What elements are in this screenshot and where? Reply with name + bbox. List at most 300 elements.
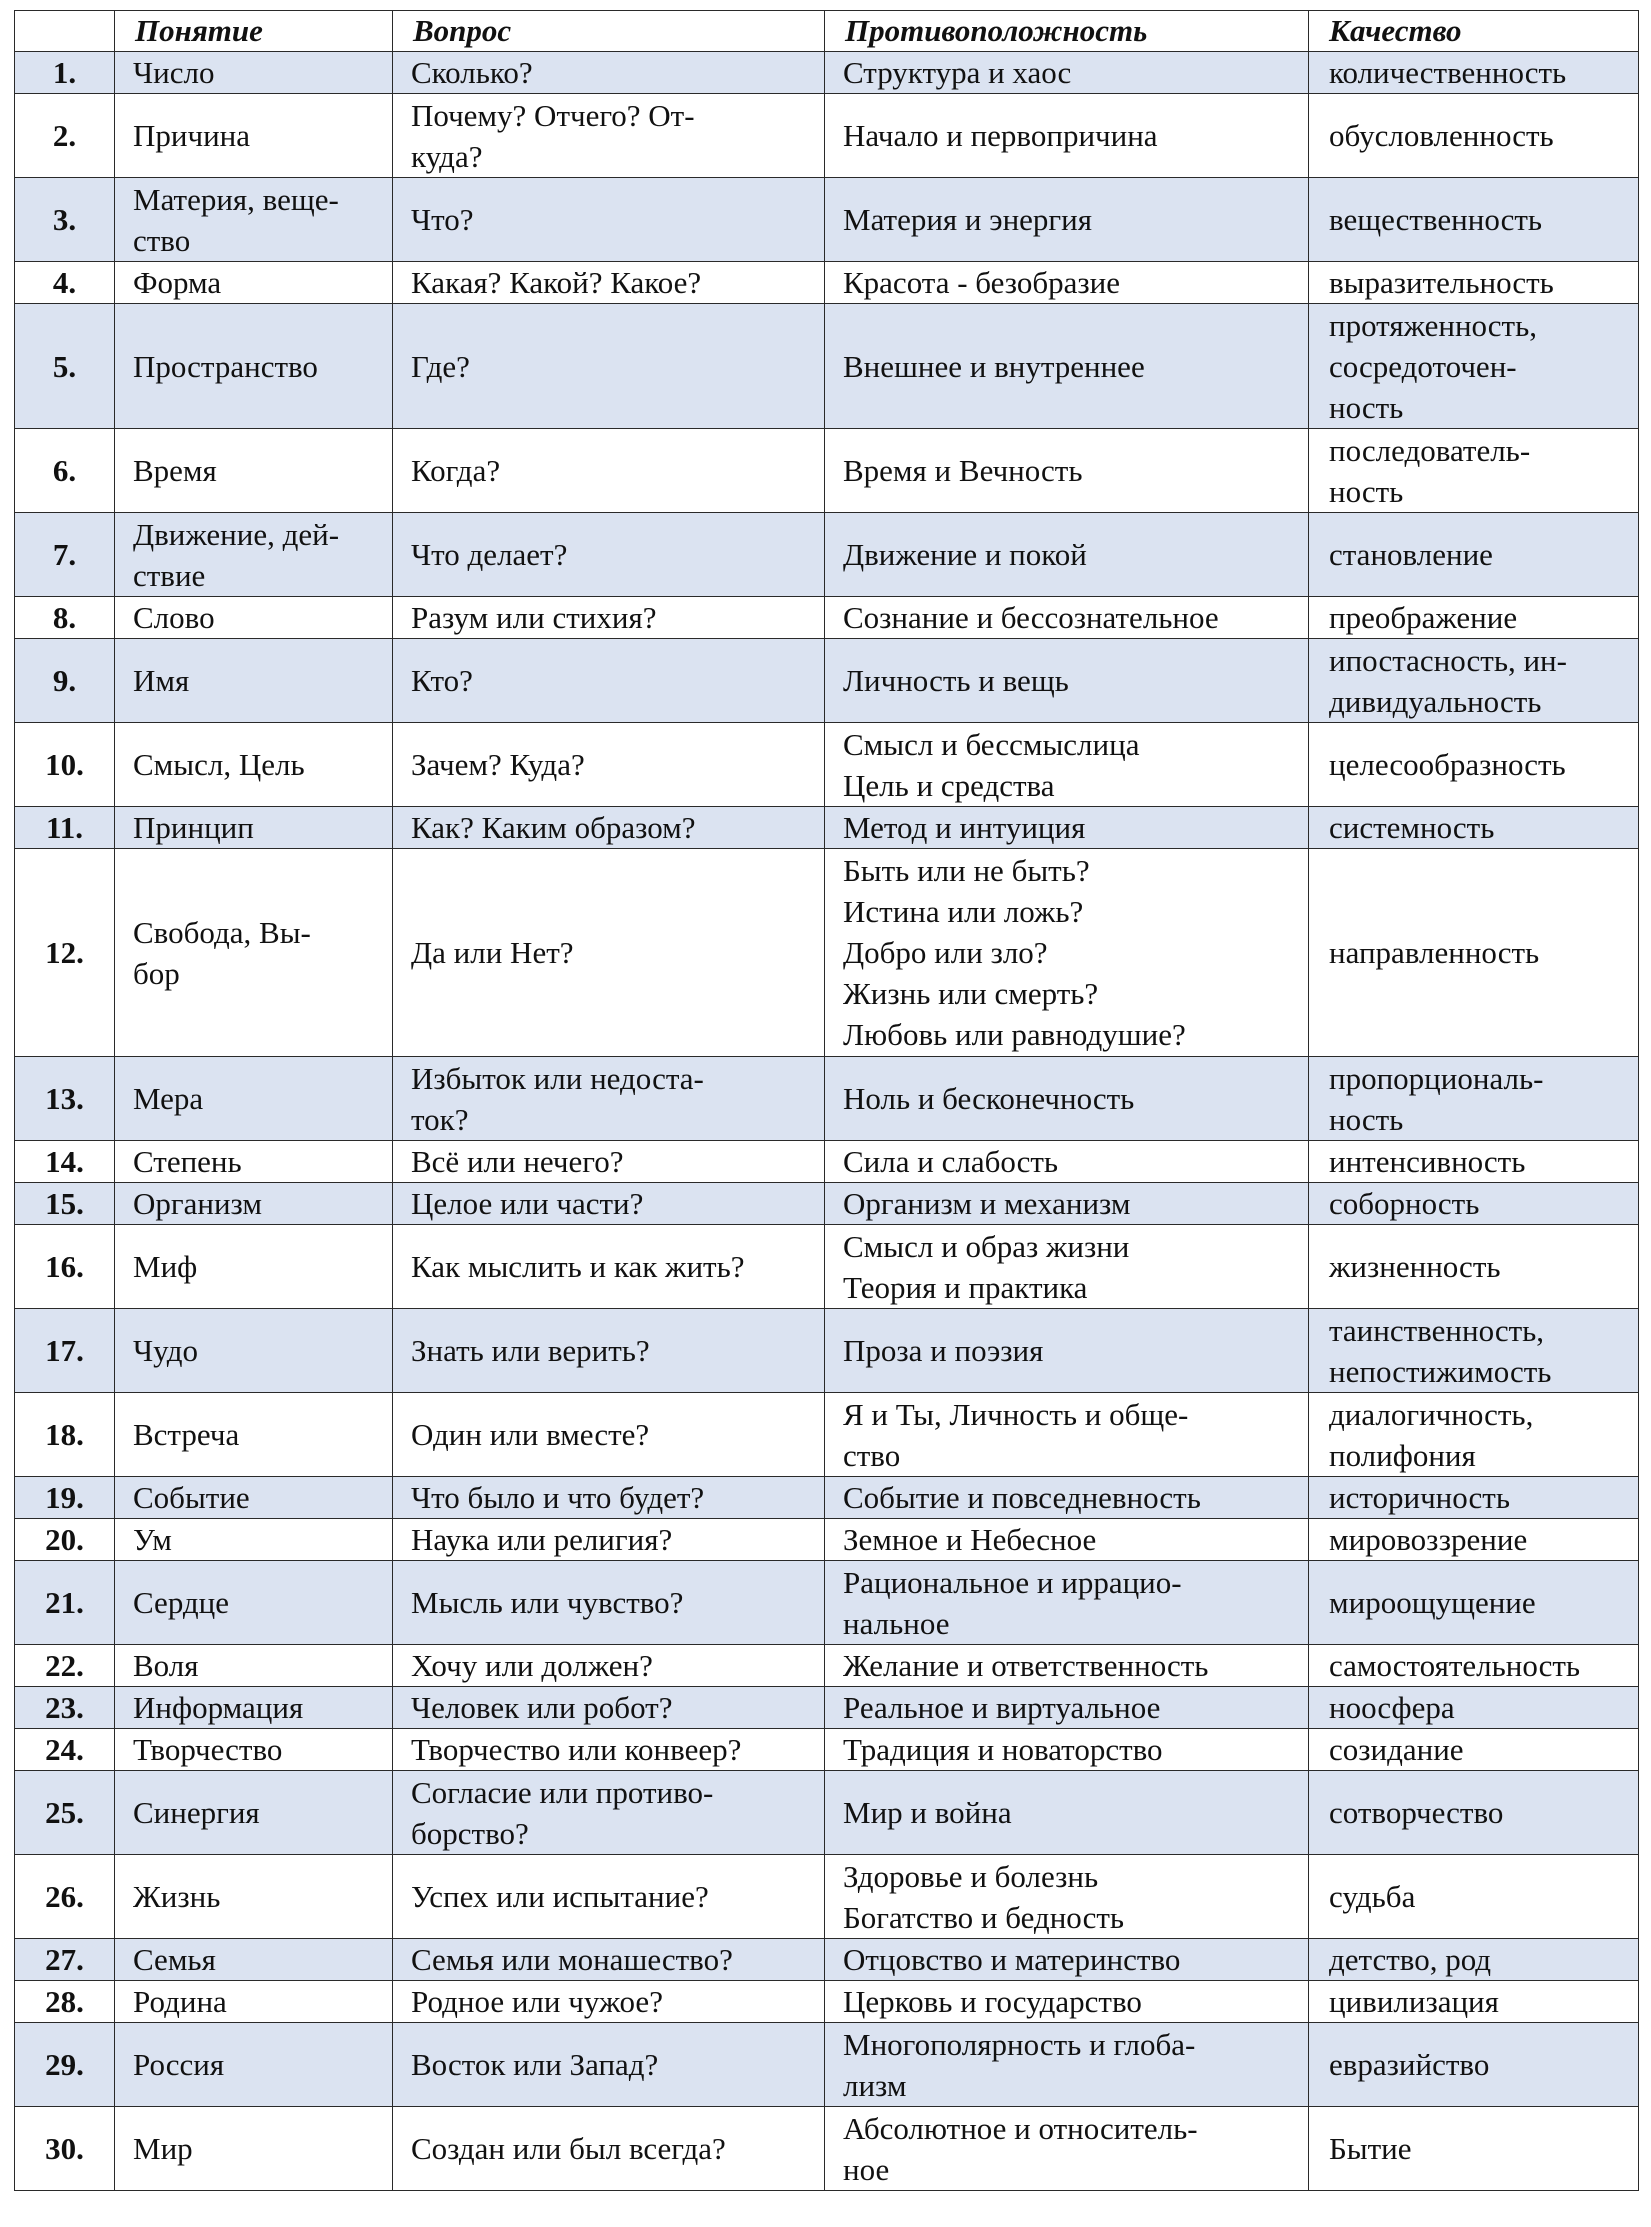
opposite-cell [825,1141,1309,1183]
concept-cell [115,2107,393,2191]
row-number: 14. [15,1141,115,1183]
concept-cell [115,807,393,849]
opposite-cell [825,2107,1309,2191]
cell-line: ность [1329,473,1404,509]
cell-line: Пространство [133,348,318,384]
cell-line: Организм [133,1186,262,1221]
quality-cell [1309,1561,1639,1645]
question-cell [393,597,825,639]
opposite-cell [825,1183,1309,1225]
cell-line: преображение [1329,600,1518,635]
cell-line: Многополярность и глоба- [843,2026,1196,2062]
row-number: 26. [15,1855,115,1939]
quality-cell [1309,1477,1639,1519]
cell-line: Быть или не быть? [843,853,1090,888]
cell-line: Сердце [133,1585,230,1620]
row-number: 24. [15,1729,115,1771]
cell-line: Событие и повседневность [843,1480,1201,1515]
row-number: 8. [15,597,115,639]
cell-line: Как мыслить и как жить? [411,1249,745,1284]
cell-line: Причина [133,118,251,153]
table-row [15,2107,1639,2191]
cell-line: ипостасность, ин- [1329,642,1567,678]
table-row [15,723,1639,807]
header-opposite: Противоположность [825,11,1309,52]
cell-line: становление [1329,537,1493,572]
row-number: 22. [15,1645,115,1687]
cell-line: Проза и поэзия [843,1333,1044,1368]
question-cell [393,1309,825,1393]
quality-cell [1309,1645,1639,1687]
cell-line: количественность [1329,55,1567,90]
cell-line: Здоровье и болезнь [843,1858,1099,1894]
quality-cell [1309,1183,1639,1225]
concept-cell [115,178,393,262]
question-cell [393,1519,825,1561]
concept-cell [115,1771,393,1855]
question-cell [393,639,825,723]
quality-cell [1309,1729,1639,1771]
opposite-cell [825,1729,1309,1771]
table-row [15,1645,1639,1687]
cell-line: Материя и энергия [843,202,1092,237]
question-cell [393,1183,825,1225]
concepts-table [14,10,1639,2191]
quality-cell [1309,1519,1639,1561]
table-header-row [15,11,1639,52]
opposite-cell [825,807,1309,849]
cell-line: ство [133,222,191,258]
table-row [15,1855,1639,1939]
question-cell [393,94,825,178]
header-concept: Понятие [115,11,393,52]
question-cell [393,1057,825,1141]
cell-line: Творчество [133,1732,283,1767]
concept-cell [115,1855,393,1939]
table-row [15,1729,1639,1771]
cell-line: Жизнь [133,1879,221,1914]
table-row [15,1561,1639,1645]
opposite-cell [825,1645,1309,1687]
question-cell [393,1141,825,1183]
row-number: 12. [15,849,115,1057]
opposite-cell [825,1939,1309,1981]
cell-line: Разум или стихия? [411,600,657,635]
question-cell [393,262,825,304]
opposite-cell [825,94,1309,178]
cell-line: евразийство [1329,2047,1490,2082]
cell-line: Ум [133,1522,172,1557]
cell-line: Мир [133,2131,193,2166]
row-number: 19. [15,1477,115,1519]
cell-line: ное [843,2151,890,2187]
cell-line: ноосфера [1329,1690,1455,1725]
cell-line: Один или вместе? [411,1417,650,1452]
cell-line: Успех или испытание? [411,1879,709,1914]
cell-line: мировоззрение [1329,1522,1528,1557]
cell-line: цивилизация [1329,1984,1499,2019]
concept-cell [115,1225,393,1309]
table-row [15,807,1639,849]
opposite-cell [825,2023,1309,2107]
quality-cell [1309,807,1639,849]
cell-line: Чудо [133,1333,198,1368]
cell-line: пропорциональ- [1329,1060,1544,1096]
row-number: 5. [15,304,115,429]
concept-cell [115,1393,393,1477]
question-cell [393,513,825,597]
cell-line: Наука или религия? [411,1522,673,1557]
quality-cell [1309,1939,1639,1981]
table-row [15,1981,1639,2023]
row-number: 21. [15,1561,115,1645]
cell-line: Смысл и бессмыслица [843,726,1140,762]
question-cell [393,1687,825,1729]
question-cell [393,1477,825,1519]
cell-line: Истина или ложь? [843,894,1084,929]
table-row [15,1141,1639,1183]
concept-cell [115,723,393,807]
opposite-cell [825,639,1309,723]
question-cell [393,1645,825,1687]
row-number: 16. [15,1225,115,1309]
cell-line: бор [133,955,180,991]
cell-line: Реальное и виртуальное [843,1690,1161,1725]
concept-cell [115,1183,393,1225]
cell-line: Творчество или конвеер? [411,1732,742,1767]
table-row [15,1309,1639,1393]
cell-line: дивидуальность [1329,683,1542,719]
cell-line: Рациональное и иррацио- [843,1564,1182,1600]
cell-line: Встреча [133,1417,240,1452]
cell-line: Сознание и бессознательное [843,600,1219,635]
concept-cell [115,1141,393,1183]
question-cell [393,723,825,807]
cell-line: сосредоточен- [1329,348,1517,384]
opposite-cell [825,1561,1309,1645]
question-cell [393,1939,825,1981]
question-cell [393,2023,825,2107]
row-number: 13. [15,1057,115,1141]
table-row [15,1057,1639,1141]
question-cell [393,304,825,429]
cell-line: историчность [1329,1480,1510,1515]
row-number: 10. [15,723,115,807]
cell-line: Миф [133,1249,198,1284]
row-number: 25. [15,1771,115,1855]
cell-line: ность [1329,389,1404,425]
quality-cell [1309,94,1639,178]
opposite-cell [825,178,1309,262]
opposite-cell [825,1225,1309,1309]
question-cell [393,429,825,513]
cell-line: Создан или был всегда? [411,2131,726,2166]
quality-cell [1309,639,1639,723]
quality-cell [1309,1309,1639,1393]
table-row [15,1771,1639,1855]
row-number: 15. [15,1183,115,1225]
cell-line: Мера [133,1081,204,1116]
cell-line: созидание [1329,1732,1464,1767]
cell-line: Метод и интуиция [843,810,1086,845]
opposite-cell [825,1771,1309,1855]
cell-line: системность [1329,810,1495,845]
cell-line: Свобода, Вы- [133,914,311,950]
question-cell [393,1981,825,2023]
opposite-cell [825,304,1309,429]
quality-cell [1309,1687,1639,1729]
cell-line: Где? [411,348,470,384]
cell-line: интенсивность [1329,1144,1526,1179]
cell-line: Движение и покой [843,537,1087,572]
cell-line: Какая? Какой? Какое? [411,265,702,300]
cell-line: обусловленность [1329,118,1554,153]
question-cell [393,1393,825,1477]
cell-line: Мир и война [843,1795,1012,1830]
cell-line: Форма [133,265,222,300]
cell-line: соборность [1329,1186,1480,1221]
concept-cell [115,1561,393,1645]
quality-cell [1309,304,1639,429]
cell-line: Красота - безобразие [843,265,1120,300]
question-cell [393,2107,825,2191]
opposite-cell [825,1855,1309,1939]
row-number: 4. [15,262,115,304]
cell-line: Событие [133,1480,250,1515]
row-number: 3. [15,178,115,262]
question-cell [393,807,825,849]
cell-line: Движение, дей- [133,516,340,552]
concept-cell [115,1645,393,1687]
cell-line: Добро или зло? [843,935,1048,970]
cell-line: Время и Вечность [843,453,1083,488]
concept-cell [115,429,393,513]
cell-line: Структура и хаос [843,55,1072,90]
cell-line: Да или Нет? [411,935,574,970]
cell-line: Что? [411,202,474,237]
cell-line: детство, род [1329,1942,1492,1977]
cell-line: Семья [133,1942,216,1977]
cell-line: Слово [133,600,215,635]
cell-line: целесообразность [1329,747,1566,782]
cell-line: Имя [133,663,190,698]
concept-cell [115,1477,393,1519]
cell-line: Воля [133,1648,199,1683]
cell-line: Любовь или равнодушие? [843,1017,1186,1052]
opposite-cell [825,723,1309,807]
cell-line: Материя, веще- [133,181,339,217]
cell-line: выразительность [1329,265,1554,300]
cell-line: Когда? [411,453,501,488]
cell-line: Мысль или чувство? [411,1585,684,1620]
cell-line: Как? Каким образом? [411,810,696,845]
opposite-cell [825,1519,1309,1561]
opposite-cell [825,1393,1309,1477]
cell-line: Бытие [1329,2131,1412,2166]
cell-line: Зачем? Куда? [411,747,585,782]
quality-cell [1309,52,1639,94]
cell-line: Согласие или противо- [411,1774,714,1810]
header-question: Вопрос [393,11,825,52]
cell-line: мироощущение [1329,1585,1536,1620]
concept-cell [115,1687,393,1729]
cell-line: Личность и вещь [843,663,1069,698]
quality-cell [1309,1981,1639,2023]
cell-line: Время [133,453,217,488]
cell-line: Теория и практика [843,1269,1088,1305]
concept-cell [115,597,393,639]
cell-line: диалогичность, [1329,1396,1534,1432]
header-number [15,11,115,52]
cell-line: Цель и средства [843,767,1055,803]
table-row [15,304,1639,429]
quality-cell [1309,1057,1639,1141]
cell-line: Избыток или недоста- [411,1060,704,1096]
table-row [15,1939,1639,1981]
cell-line: куда? [411,138,483,174]
table-row [15,52,1639,94]
cell-line: Информация [133,1690,304,1725]
table-row [15,1225,1639,1309]
quality-cell [1309,1855,1639,1939]
question-cell [393,1561,825,1645]
cell-line: Ноль и бесконечность [843,1081,1135,1116]
quality-cell [1309,429,1639,513]
table-row [15,178,1639,262]
cell-line: Что было и что будет? [411,1480,705,1515]
table-row [15,1519,1639,1561]
cell-line: ток? [411,1101,469,1137]
cell-line: Синергия [133,1795,260,1830]
cell-line: самостоятельность [1329,1648,1581,1683]
table-row [15,429,1639,513]
table-row [15,1393,1639,1477]
question-cell [393,1225,825,1309]
row-number: 28. [15,1981,115,2023]
cell-line: Число [133,55,215,90]
cell-line: таинственность, [1329,1312,1545,1348]
concept-cell [115,262,393,304]
cell-line: Степень [133,1144,242,1179]
row-number: 18. [15,1393,115,1477]
cell-line: Хочу или должен? [411,1648,653,1683]
quality-cell [1309,178,1639,262]
cell-line: Церковь и государство [843,1984,1142,2019]
cell-line: Организм и механизм [843,1186,1131,1221]
table-row [15,2023,1639,2107]
cell-line: Россия [133,2047,225,2082]
cell-line: жизненность [1329,1249,1501,1284]
quality-cell [1309,513,1639,597]
opposite-cell [825,597,1309,639]
question-cell [393,849,825,1057]
table-row [15,513,1639,597]
opposite-cell [825,513,1309,597]
concept-cell [115,2023,393,2107]
cell-line: Почему? Отчего? От- [411,97,695,133]
cell-line: Человек или робот? [411,1690,673,1725]
cell-line: Богатство и бедность [843,1899,1125,1935]
concept-cell [115,1057,393,1141]
table-body [15,52,1639,2191]
quality-cell [1309,597,1639,639]
cell-line: Кто? [411,663,473,698]
cell-line: Семья или монашество? [411,1942,733,1977]
cell-line: направленность [1329,935,1540,970]
cell-line: борство? [411,1815,529,1851]
quality-cell [1309,723,1639,807]
cell-line: Желание и ответственность [843,1648,1209,1683]
concept-cell [115,513,393,597]
concept-cell [115,1939,393,1981]
concept-cell [115,1729,393,1771]
opposite-cell [825,1057,1309,1141]
cell-line: Сколько? [411,55,533,90]
cell-line: судьба [1329,1879,1416,1914]
row-number: 1. [15,52,115,94]
row-number: 23. [15,1687,115,1729]
opposite-cell [825,429,1309,513]
concept-cell [115,849,393,1057]
cell-line: Смысл и образ жизни [843,1228,1130,1264]
table-row [15,639,1639,723]
question-cell [393,1729,825,1771]
cell-line: Целое или части? [411,1186,644,1221]
quality-cell [1309,2107,1639,2191]
concept-cell [115,94,393,178]
cell-line: Знать или верить? [411,1333,650,1368]
question-cell [393,1855,825,1939]
cell-line: ство [843,1437,901,1473]
cell-line: ствие [133,557,206,593]
opposite-cell [825,1981,1309,2023]
concept-cell [115,639,393,723]
opposite-cell [825,849,1309,1057]
opposite-cell [825,1477,1309,1519]
cell-line: Жизнь или смерть? [843,976,1099,1011]
table-row [15,1183,1639,1225]
cell-line: непостижимость [1329,1353,1552,1389]
cell-line: лизм [843,2067,907,2103]
cell-line: нальное [843,1605,950,1641]
cell-line: Отцовство и материнство [843,1942,1181,1977]
concept-cell [115,304,393,429]
opposite-cell [825,1687,1309,1729]
row-number: 30. [15,2107,115,2191]
table-row [15,94,1639,178]
row-number: 29. [15,2023,115,2107]
quality-cell [1309,2023,1639,2107]
table-row [15,849,1639,1057]
cell-line: Родина [133,1984,227,2019]
opposite-cell [825,262,1309,304]
cell-line: Абсолютное и относитель- [843,2110,1198,2146]
row-number: 11. [15,807,115,849]
cell-line: полифония [1329,1437,1476,1473]
cell-line: Традиция и новаторство [843,1732,1163,1767]
cell-line: Смысл, Цель [133,747,305,782]
cell-line: Сила и слабость [843,1144,1059,1179]
row-number: 7. [15,513,115,597]
cell-line: Я и Ты, Личность и обще- [843,1396,1189,1432]
question-cell [393,178,825,262]
row-number: 9. [15,639,115,723]
cell-line: Внешнее и внутреннее [843,348,1145,384]
cell-line: протяженность, [1329,307,1537,343]
cell-line: Родное или чужое? [411,1984,663,2019]
concept-cell [115,1981,393,2023]
cell-line: Что делает? [411,537,568,572]
